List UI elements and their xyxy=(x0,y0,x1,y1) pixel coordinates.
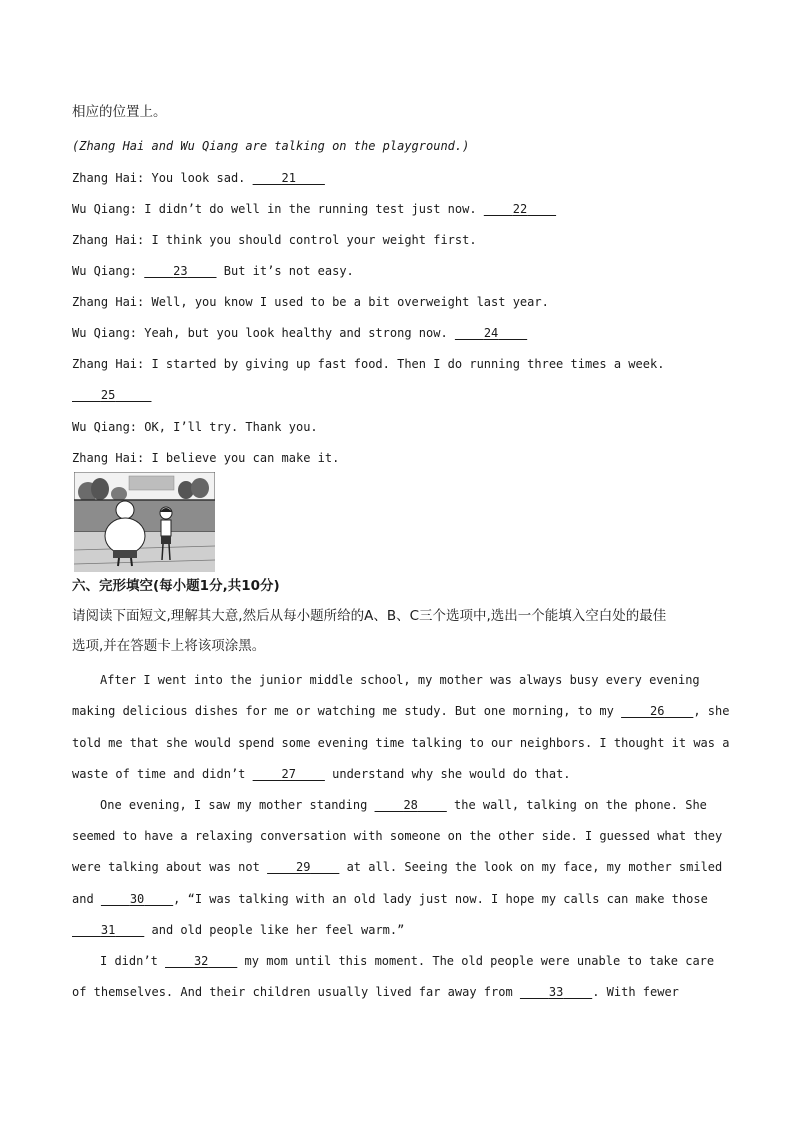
dialogue-line: Wu Qiang: 23 But it’s not easy. xyxy=(72,264,354,278)
passage-line: making delicious dishes for me or watching me study. But one morning, to my 26 , she xyxy=(72,704,730,718)
section-title: 六、完形填空(每小题1分,共10分) xyxy=(72,578,280,594)
section-instruction: 选项,并在答题卡上将该项涂黑。 xyxy=(72,638,266,654)
passage-line: waste of time and didn’t 27 understand why she would do that. xyxy=(72,767,571,781)
answer-blank-29: 29 xyxy=(295,860,311,874)
playground-illustration xyxy=(74,472,215,572)
dialogue-line: Wu Qiang: I didn’t do well in the running test just now. 22 xyxy=(72,201,556,217)
answer-blank-26: 26 xyxy=(649,704,665,718)
intro-tail: 相应的位置上。 xyxy=(72,104,167,120)
answer-blank-23: 23 xyxy=(173,264,188,278)
answer-blank-25: 25 xyxy=(100,388,116,402)
dialogue-line xyxy=(72,387,151,403)
answer-blank-28: 28 xyxy=(403,798,418,812)
dialogue-line: Zhang Hai: I think you should control your weight first. xyxy=(72,233,477,247)
passage-line: told me that she would spend some evening time talking to our neighbors. I thought it was a xyxy=(72,736,730,750)
answer-blank-22: 22 xyxy=(512,202,528,216)
answer-blank-27: 27 xyxy=(281,767,296,781)
section-instruction: 请阅读下面短文,理解其大意,然后从每小题所给的A、B、C三个选项中,选出一个能填入空白处的最佳 xyxy=(72,608,667,624)
answer-blank-24: 24 xyxy=(483,326,499,340)
passage-line: and 30 , “I was talking with an old lady just now. I hope my calls can make those xyxy=(72,892,708,906)
answer-blank-31: 31 xyxy=(100,923,116,937)
answer-blank-32: 32 xyxy=(193,954,209,968)
dialogue-line: Zhang Hai: I started by giving up fast food. Then I do running three times a week. xyxy=(72,357,665,371)
passage-line: I didn’t 32 my mom until this moment. The old people were unable to take care xyxy=(100,954,715,968)
dialogue-line: Zhang Hai: You look sad. 21 xyxy=(72,170,325,186)
answer-blank-30: 30 xyxy=(129,892,145,906)
passage-line: 31 and old people like her feel warm.” xyxy=(72,922,404,938)
dialogue-line: Wu Qiang: Yeah, but you look healthy and strong now. 24 xyxy=(72,325,527,341)
passage-line: were talking about was not 29 at all. Seeing the look on my face, my mother smiled xyxy=(72,860,723,874)
dialogue-line: Zhang Hai: I believe you can make it. xyxy=(72,451,340,465)
passage-line: seemed to have a relaxing conversation with someone on the other side. I guessed what they xyxy=(72,829,723,843)
dialogue-line: Zhang Hai: Well, you know I used to be a bit overweight last year. xyxy=(72,295,549,309)
passage-line: of themselves. And their children usually lived far away from 33 . With fewer xyxy=(72,985,679,999)
scene-description: (Zhang Hai and Wu Qiang are talking on the playground.) xyxy=(72,139,470,153)
answer-blank-21: 21 xyxy=(281,171,296,185)
passage-line: After I went into the junior middle school, my mother was always busy every evening xyxy=(100,673,700,687)
dialogue-line: Wu Qiang: OK, I’ll try. Thank you. xyxy=(72,420,318,434)
passage-line: One evening, I saw my mother standing 28 the wall, talking on the phone. She xyxy=(100,798,707,812)
answer-blank-33: 33 xyxy=(548,985,564,999)
